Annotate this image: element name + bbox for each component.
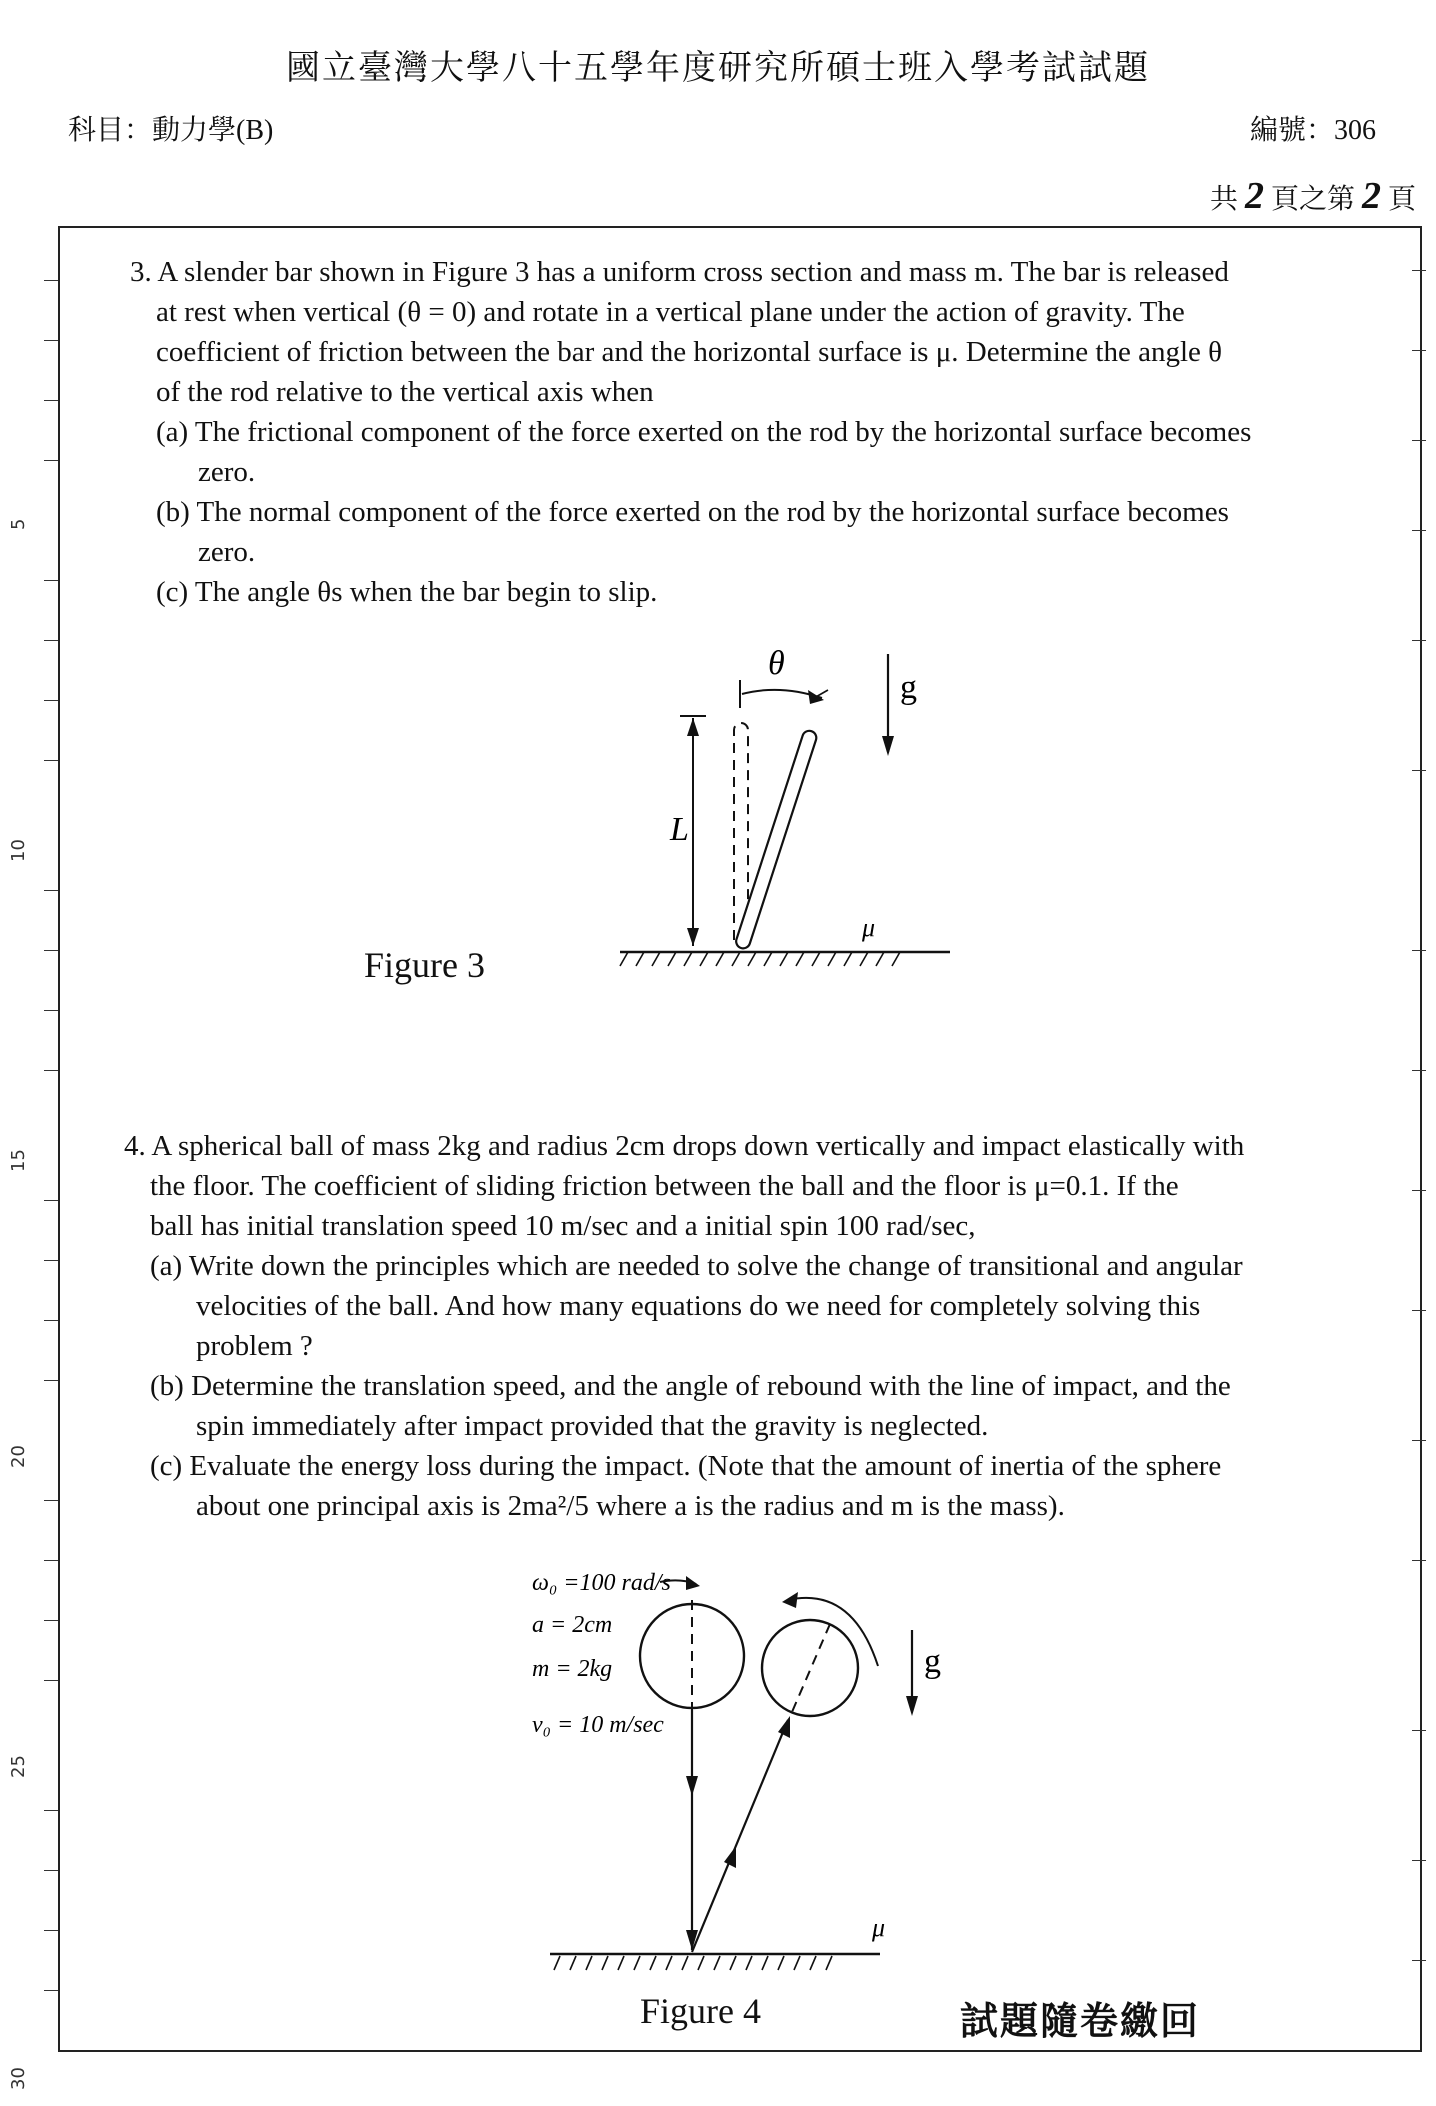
mu-label: μ [862, 913, 876, 942]
q4-line-3: ball has initial translation speed 10 m/sec and a initial spin 100 rad/sec, [150, 1210, 976, 1242]
q4-part-a: (a) Write down the principles which are needed to solve the change of transitional and angular [150, 1250, 1243, 1282]
q4-part-c-cont: about one principal axis is 2ma²/5 where a is the radius and m is the mass). [196, 1490, 1065, 1522]
ruler-mark-15: 15 [8, 1149, 29, 1172]
figure-3-caption: Figure 3 [364, 945, 485, 985]
q3-line-4: of the rod relative to the vertical axis when [156, 376, 654, 408]
figure-4-diagram [520, 1560, 1000, 1980]
q3-line-2: at rest when vertical (θ = 0) and rotate in a vertical plane under the action of gravity. The [156, 296, 1185, 328]
q3-part-b-cont: zero. [198, 536, 256, 568]
ground-hatching [620, 952, 900, 966]
pages-current: 2 [1361, 175, 1381, 217]
rebound-spin-arrow [788, 1598, 878, 1666]
exam-code: 編號：306 [1249, 115, 1376, 146]
figure-4-caption: Figure 4 [640, 1991, 761, 2031]
figure-3-diagram [600, 640, 960, 980]
pages-suffix: 頁 [1387, 184, 1416, 215]
pages-total: 2 [1244, 175, 1264, 217]
ruler-mark-30: 30 [8, 2067, 29, 2090]
ruler-mark-25: 25 [8, 1755, 29, 1778]
q3-part-b: (b) The normal component of the force exerted on the rod by the horizontal surface becomes [156, 496, 1229, 528]
ball-after-impact [762, 1620, 858, 1716]
gravity-label: g [900, 669, 917, 706]
pages-prefix: 共 [1209, 184, 1238, 215]
return-exam-stamp: 試題隨卷繳回 [960, 2001, 1201, 2043]
theta-label: θ [768, 645, 785, 682]
q4-part-b: (b) Determine the translation speed, and the angle of rebound with the line of impact, and the [150, 1370, 1231, 1402]
w0-label: ω₀ =100 rad/s [532, 1570, 671, 1596]
question-3 [130, 252, 1350, 612]
gravity-label-4: g [924, 1643, 941, 1680]
ruler-mark-5: 5 [8, 518, 29, 530]
v0-label: v₀ = 10 m/sec [532, 1712, 664, 1738]
q4-line-1: 4. A spherical ball of mass 2kg and radius 2cm drops down vertically and impact elastically with [124, 1130, 1245, 1162]
mu-label-4: μ [872, 1913, 886, 1942]
pages-mid: 頁之第 [1270, 184, 1355, 215]
tilted-bar [734, 729, 818, 950]
q3-line-1: 3. A slender bar shown in Figure 3 has a uniform cross section and mass m. The bar is released [130, 256, 1229, 288]
rebound-path [692, 1720, 788, 1952]
L-label: L [670, 811, 689, 848]
mass-label: m = 2kg [532, 1656, 613, 1682]
page-indicator [1210, 174, 1416, 218]
ruler-mark-20: 20 [8, 1445, 29, 1468]
question-4 [124, 1126, 1354, 1526]
floor-hatching [554, 1956, 832, 1970]
q3-part-c: (c) The angle θs when the bar begin to slip. [156, 576, 658, 608]
q3-part-a: (a) The frictional component of the force exerted on the rod by the horizontal surface becomes [156, 416, 1252, 448]
ruler-mark-10: 10 [8, 839, 29, 862]
q4-part-a-cont-2: problem ? [196, 1330, 313, 1362]
q3-part-a-cont: zero. [198, 456, 256, 488]
q4-part-c: (c) Evaluate the energy loss during the impact. (Note that the amount of inertia of the sphere [150, 1450, 1222, 1482]
q4-part-a-cont-1: velocities of the ball. And how many equations do we need for completely solving this [196, 1290, 1201, 1322]
radius-label: a = 2cm [532, 1612, 613, 1638]
q4-line-2: the floor. The coefficient of sliding friction between the ball and the floor is μ=0.1. If the [150, 1170, 1179, 1202]
subject-label: 科目：動力學(B) [68, 115, 274, 146]
q3-line-3: coefficient of friction between the bar and the horizontal surface is μ. Determine the angle θ [156, 336, 1223, 368]
q4-part-b-cont: spin immediately after impact provided that the gravity is neglected. [196, 1410, 989, 1442]
exam-title: 國立臺灣大學八十五學年度研究所碩士班入學考試試題 [286, 50, 1150, 87]
